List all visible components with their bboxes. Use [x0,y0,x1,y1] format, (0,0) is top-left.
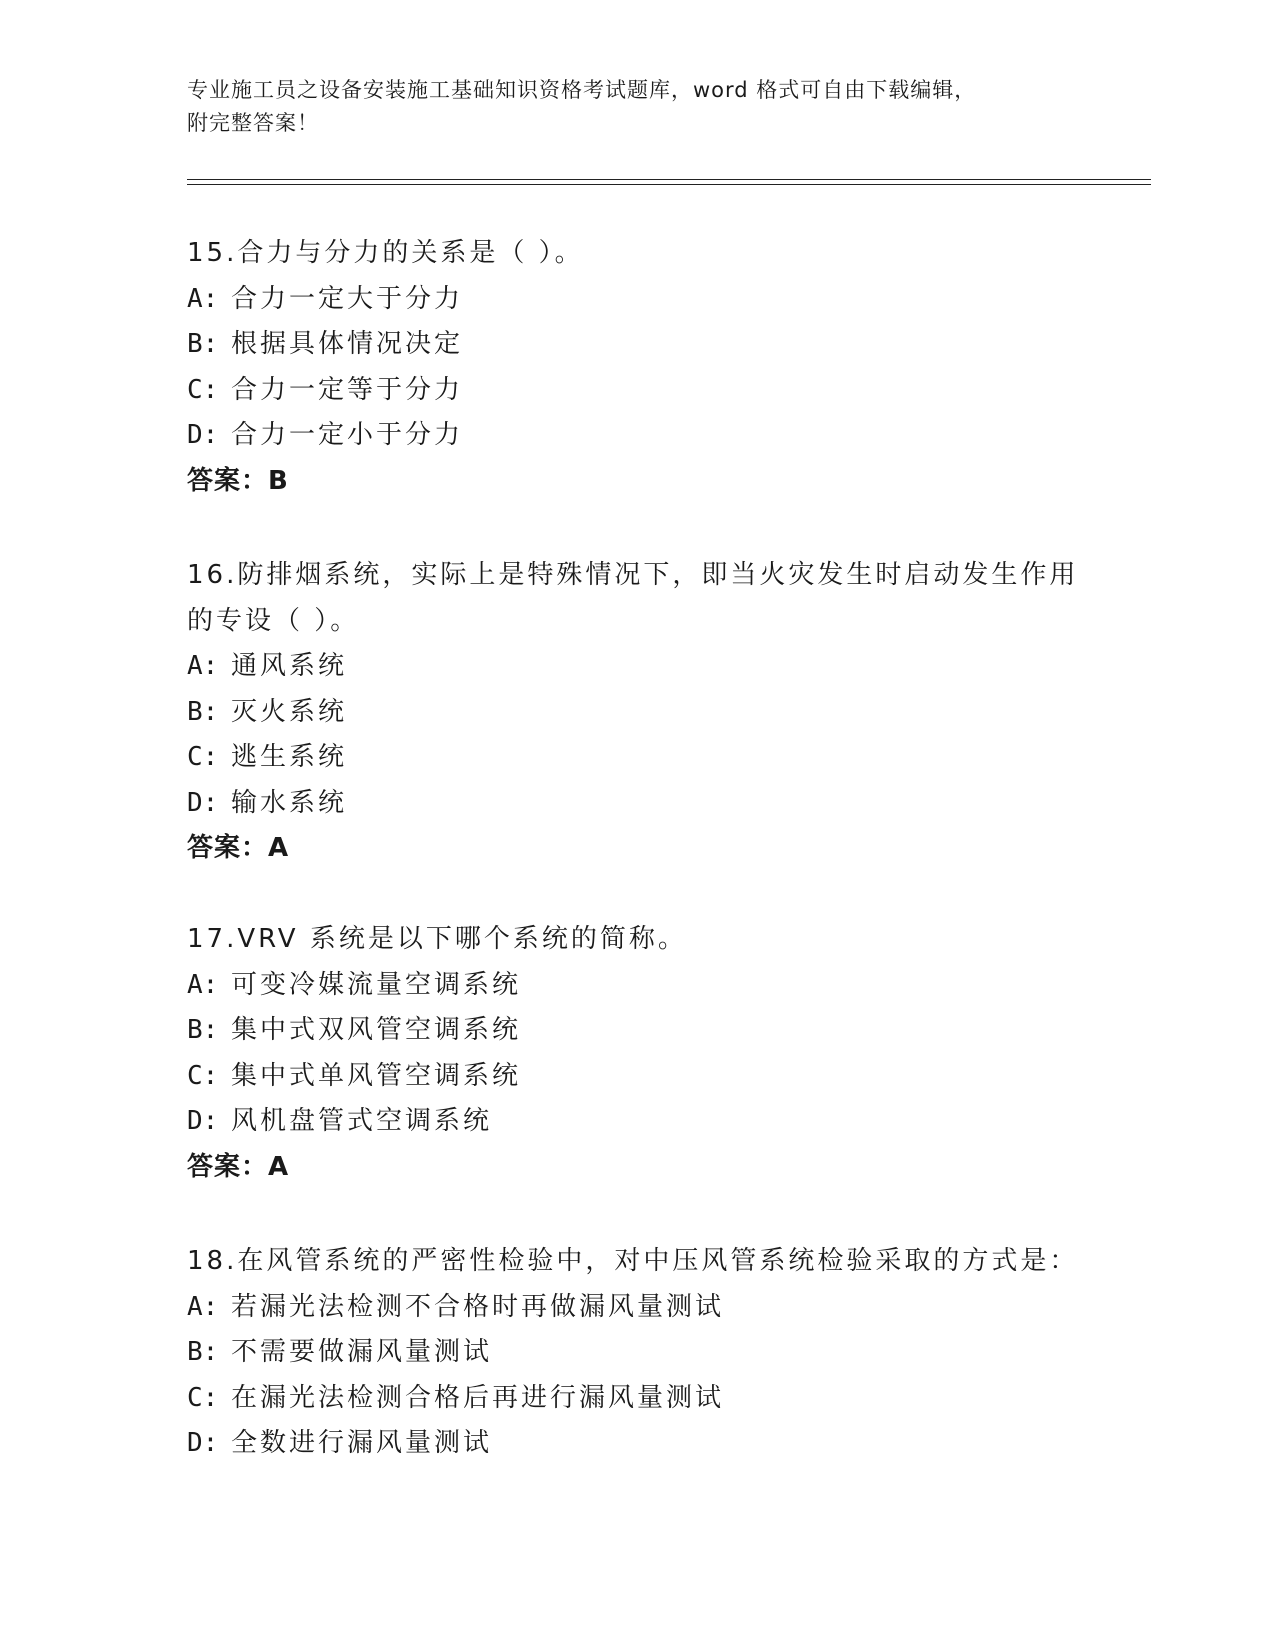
option-letter: A: [187,651,219,681]
option-a [187,1285,1087,1331]
option-text: 可变冷媒流量空调系统 [231,969,522,1000]
option-letter: B: [187,1015,219,1045]
option-d [187,781,1087,827]
option-text: 全数进行漏风量测试 [231,1428,493,1458]
header-divider-bottom [187,184,1151,185]
question-stem: 18.在风管系统的严密性检验中，对中压风管系统检验采取的方式是： [187,1246,1079,1276]
option-text: 合力一定小于分力 [231,420,464,450]
question-17 [187,917,1087,1190]
option-letter: B: [187,1337,219,1367]
option-text: 根据具体情况决定 [231,329,464,359]
option-d [187,1421,1087,1467]
option-letter: B: [187,329,219,359]
option-b [187,1330,1087,1376]
option-b [187,322,1087,368]
option-letter: C: [187,1060,219,1091]
option-letter: D: [187,420,219,450]
option-a [187,963,1087,1009]
option-text: 集中式单风管空调系统 [231,1060,522,1091]
question-stem: 17.VRV 系统是以下哪个系统的简称。 [187,924,687,954]
option-d [187,1099,1087,1145]
option-letter: A: [187,283,219,314]
header-line-1: 专业施工员之设备安装施工基础知识资格考试题库，word 格式可自由下载编辑， [187,78,977,102]
question-stem: 16.防排烟系统，实际上是特殊情况下，即当火灾发生时启动发生作用 [187,560,1079,590]
option-text: 通风系统 [231,651,348,681]
option-text: 合力一定大于分力 [231,283,464,314]
option-letter: A: [187,969,219,1000]
option-c [187,735,1087,781]
option-letter: D: [187,1106,219,1136]
option-text: 若漏光法检测不合格时再做漏风量测试 [231,1291,725,1322]
option-a [187,644,1087,690]
document-header [187,74,1087,140]
option-c [187,1376,1087,1422]
option-b [187,1008,1087,1054]
option-letter: D: [187,787,219,818]
option-c [187,368,1087,414]
option-c [187,1054,1087,1100]
question-stem: 15.合力与分力的关系是（ ）。 [187,238,584,268]
option-text: 输水系统 [231,787,348,818]
option-text: 在漏光法检测合格后再进行漏风量测试 [231,1382,725,1413]
option-text: 逃生系统 [231,742,348,772]
option-text: 集中式双风管空调系统 [231,1015,522,1045]
option-letter: C: [187,374,219,405]
option-d [187,413,1087,459]
question-15 [187,231,1087,504]
question-16 [187,553,1087,872]
option-text: 灭火系统 [231,696,348,727]
answer-line: 答案：B [187,465,289,496]
option-letter: C: [187,742,219,772]
header-line-2: 附完整答案！ [187,111,319,135]
option-b [187,690,1087,736]
header-divider-top [187,179,1151,180]
option-letter: C: [187,1382,219,1413]
option-letter: D: [187,1428,219,1458]
option-text: 不需要做漏风量测试 [231,1337,493,1367]
answer-line: 答案：A [187,1151,290,1182]
option-letter: A: [187,1291,219,1322]
answer-line: 答案：A [187,833,290,863]
option-a [187,277,1087,323]
question-18 [187,1239,1087,1467]
option-text: 合力一定等于分力 [231,374,464,405]
option-text: 风机盘管式空调系统 [231,1106,493,1136]
question-stem-continued: 的专设（ ）。 [187,605,360,636]
option-letter: B: [187,696,219,727]
